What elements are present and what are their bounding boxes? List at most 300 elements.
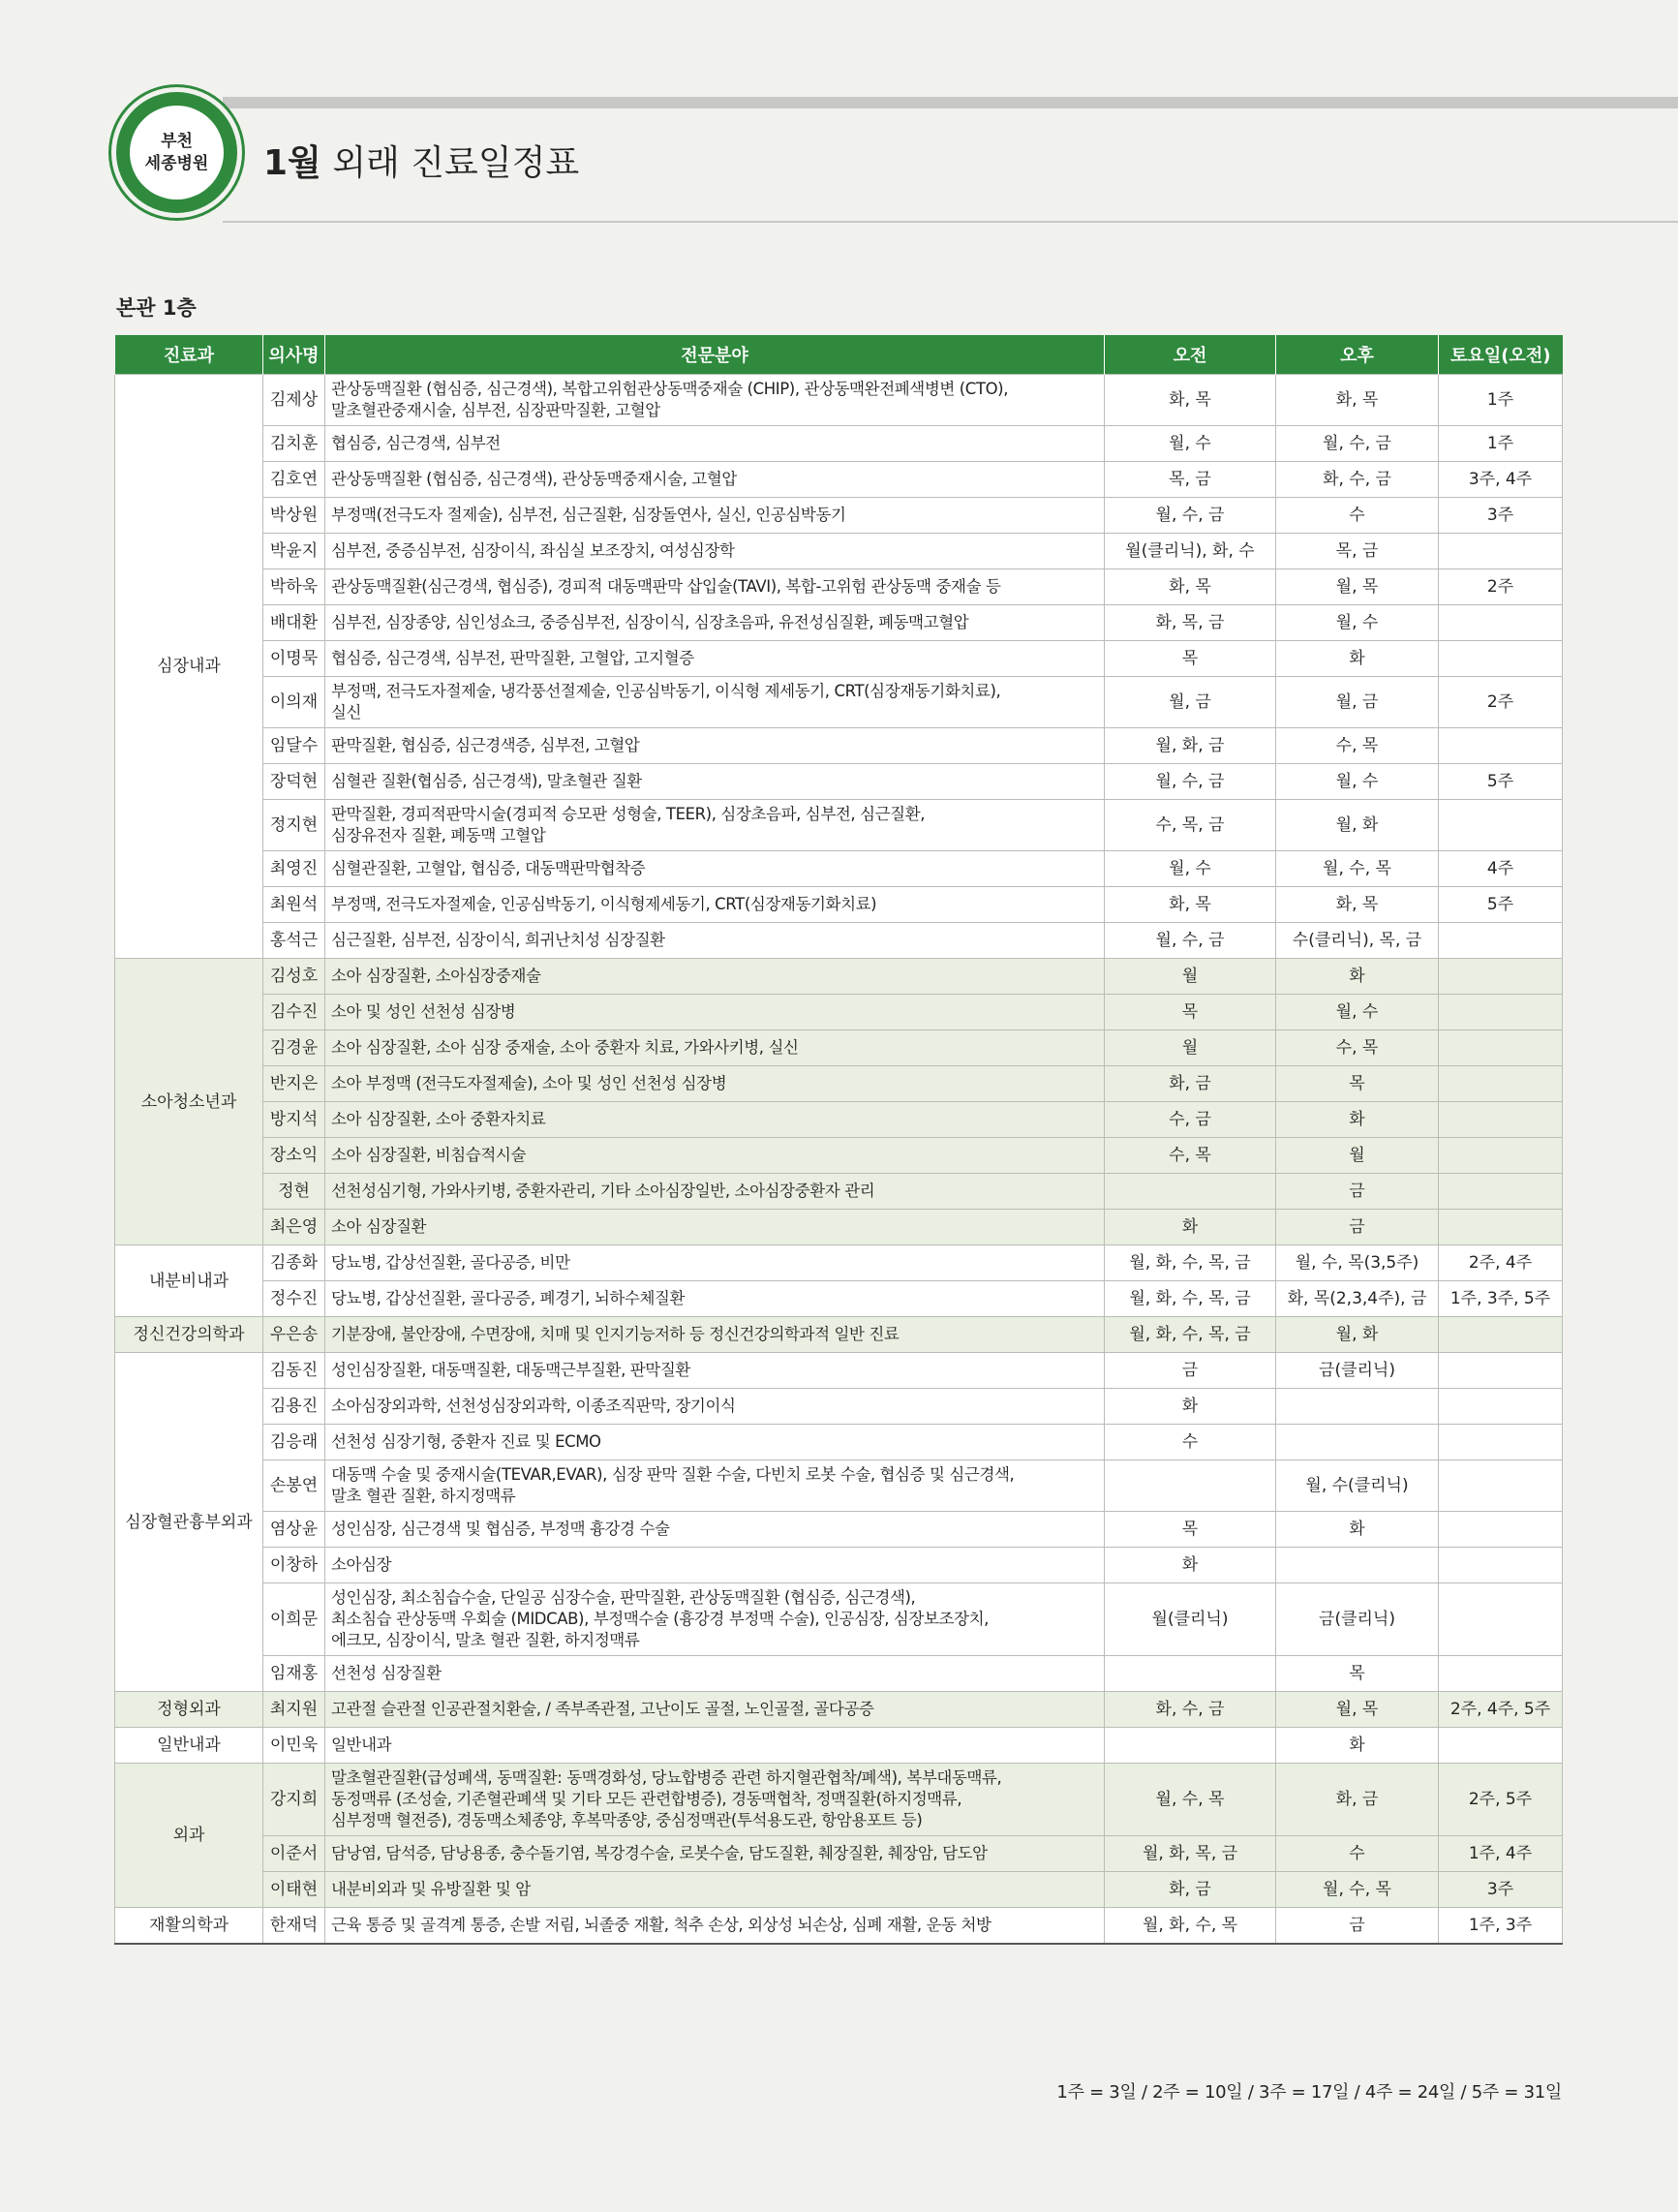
saturday-schedule-cell: 5주 — [1439, 887, 1563, 923]
doctor-name-cell: 박하욱 — [263, 569, 325, 605]
specialty-line: 관상동맥질환 (협심증, 심근경색), 복합고위험관상동맥중재술 (CHIP), 관상동맥완전폐색병변 (CTO), — [331, 380, 1009, 398]
specialty-line: 일반내과 — [331, 1736, 392, 1754]
doctor-name-cell: 김호연 — [263, 462, 325, 498]
specialty-line: 소아심장외과학, 선천성심장외과학, 이종조직판막, 장기이식 — [331, 1397, 736, 1415]
specialty-cell — [325, 923, 1105, 959]
doctor-name-cell: 최원석 — [263, 887, 325, 923]
specialty-cell — [325, 677, 1105, 728]
specialty-cell — [325, 1656, 1105, 1692]
specialty-cell — [325, 1210, 1105, 1245]
specialty-line: 선천성 심장기형, 중환자 진료 및 ECMO — [331, 1432, 601, 1451]
morning-schedule-cell: 화, 목 — [1105, 887, 1276, 923]
afternoon-schedule-cell: 금(클리닉) — [1276, 1583, 1439, 1656]
col-header-doctor: 의사명 — [263, 335, 325, 375]
specialty-line: 심부전, 중증심부전, 심장이식, 좌심실 보조장치, 여성심장학 — [331, 541, 735, 560]
header-divider — [223, 221, 1678, 223]
specialty-line: 심부전, 심장종양, 심인성쇼크, 중증심부전, 심장이식, 심장초음파, 유전성심질환, 폐동맥고혈압 — [331, 613, 969, 631]
morning-schedule-cell: 월, 수, 목 — [1105, 1764, 1276, 1836]
afternoon-schedule-cell: 월, 수, 목 — [1276, 1872, 1439, 1908]
saturday-schedule-cell — [1439, 995, 1563, 1030]
specialty-cell — [325, 851, 1105, 887]
specialty-line: 선천성심기형, 가와사키병, 중환자관리, 기타 소아심장일반, 소아심장중환자 관리 — [331, 1182, 875, 1200]
specialty-cell — [325, 1138, 1105, 1174]
morning-schedule-cell: 월, 화, 수, 목, 금 — [1105, 1281, 1276, 1317]
doctor-name-cell: 염상윤 — [263, 1512, 325, 1548]
morning-schedule-cell — [1105, 1656, 1276, 1692]
section-title: 본관 1층 — [116, 296, 197, 320]
specialty-line: 부정맥, 전극도자절제술, 냉각풍선절제술, 인공심박동기, 이식형 제세동기, CRT(심장재동기화치료), — [331, 682, 1001, 700]
table-row — [115, 1138, 1563, 1174]
saturday-schedule-cell — [1439, 1353, 1563, 1389]
saturday-schedule-cell: 1주 — [1439, 375, 1563, 426]
saturday-schedule-cell — [1439, 1389, 1563, 1425]
afternoon-schedule-cell: 금 — [1276, 1210, 1439, 1245]
table-row — [115, 1425, 1563, 1460]
specialty-line: 소아 심장질환, 소아 심장 중재술, 소아 중환자 치료, 가와사키병, 실신 — [331, 1038, 799, 1057]
afternoon-schedule-cell: 수(클리닉), 목, 금 — [1276, 923, 1439, 959]
afternoon-schedule-cell: 수 — [1276, 498, 1439, 534]
doctor-name-cell: 반지은 — [263, 1066, 325, 1102]
col-header-department: 진료과 — [115, 335, 263, 375]
saturday-schedule-cell — [1439, 800, 1563, 851]
saturday-schedule-cell — [1439, 605, 1563, 641]
afternoon-schedule-cell: 화, 목 — [1276, 375, 1439, 426]
specialty-cell — [325, 462, 1105, 498]
afternoon-schedule-cell: 월, 금 — [1276, 677, 1439, 728]
week-footnote: 1주 = 3일 / 2주 = 10일 / 3주 = 17일 / 4주 = 24일 / 5주 = 31일 — [1056, 2082, 1562, 2103]
saturday-schedule-cell — [1439, 1066, 1563, 1102]
doctor-name-cell: 홍석근 — [263, 923, 325, 959]
specialty-cell — [325, 995, 1105, 1030]
specialty-line: 성인심장질환, 대동맥질환, 대동맥근부질환, 판막질환 — [331, 1361, 690, 1379]
doctor-name-cell: 정현 — [263, 1174, 325, 1210]
afternoon-schedule-cell: 월, 목 — [1276, 569, 1439, 605]
specialty-cell — [325, 1548, 1105, 1583]
hospital-seal-logo — [116, 92, 237, 213]
specialty-cell — [325, 1281, 1105, 1317]
morning-schedule-cell: 화, 수, 금 — [1105, 1692, 1276, 1728]
saturday-schedule-cell: 3주, 4주 — [1439, 462, 1563, 498]
saturday-schedule-cell: 2주 — [1439, 677, 1563, 728]
doctor-name-cell: 우은송 — [263, 1317, 325, 1353]
doctor-name-cell: 김경윤 — [263, 1030, 325, 1066]
specialty-line: 소아 및 성인 선천성 심장병 — [331, 1002, 516, 1021]
doctor-name-cell: 이준서 — [263, 1836, 325, 1872]
table-row — [115, 1174, 1563, 1210]
specialty-line: 심근질환, 심부전, 심장이식, 희귀난치성 심장질환 — [331, 931, 665, 949]
saturday-schedule-cell: 4주 — [1439, 851, 1563, 887]
afternoon-schedule-cell: 금(클리닉) — [1276, 1353, 1439, 1389]
saturday-schedule-cell — [1439, 1210, 1563, 1245]
doctor-name-cell: 정지현 — [263, 800, 325, 851]
table-row — [115, 1583, 1563, 1656]
afternoon-schedule-cell: 목 — [1276, 1066, 1439, 1102]
morning-schedule-cell: 수, 목 — [1105, 1138, 1276, 1174]
afternoon-schedule-cell: 화, 금 — [1276, 1764, 1439, 1836]
header-top-bar — [223, 97, 1678, 108]
saturday-schedule-cell: 3주 — [1439, 498, 1563, 534]
specialty-cell — [325, 1066, 1105, 1102]
table-row — [115, 534, 1563, 569]
specialty-cell — [325, 1692, 1105, 1728]
doctor-name-cell: 장소익 — [263, 1138, 325, 1174]
specialty-line: 부정맥, 전극도자절제술, 인공심박동기, 이식형제세동기, CRT(심장재동기화치료) — [331, 895, 877, 913]
afternoon-schedule-cell: 수, 목 — [1276, 1030, 1439, 1066]
afternoon-schedule-cell — [1276, 1389, 1439, 1425]
morning-schedule-cell: 월, 화, 목, 금 — [1105, 1836, 1276, 1872]
specialty-line: 심혈관질환, 고혈압, 협심증, 대동맥판막협착증 — [331, 859, 646, 877]
table-row — [115, 1066, 1563, 1102]
morning-schedule-cell: 월, 화, 수, 목 — [1105, 1908, 1276, 1944]
page-header — [0, 0, 1678, 232]
table-row — [115, 1908, 1563, 1944]
afternoon-schedule-cell: 월, 수(클리닉) — [1276, 1460, 1439, 1512]
table-row — [115, 1692, 1563, 1728]
morning-schedule-cell — [1105, 1174, 1276, 1210]
afternoon-schedule-cell: 수 — [1276, 1836, 1439, 1872]
specialty-line: 성인심장, 심근경색 및 협심증, 부정맥 흉강경 수술 — [331, 1520, 670, 1538]
seal-line-2: 세종병원 — [144, 153, 209, 173]
specialty-cell — [325, 641, 1105, 677]
specialty-cell — [325, 1245, 1105, 1281]
afternoon-schedule-cell: 화, 수, 금 — [1276, 462, 1439, 498]
col-header-afternoon: 오후 — [1276, 335, 1439, 375]
specialty-line: 동정맥류 (조성술, 기존혈관폐색 및 기타 모든 관련합병증), 경동맥협착, 정맥질환(하지정맥류, — [331, 1790, 962, 1808]
department-cell: 외과 — [115, 1764, 263, 1908]
specialty-cell — [325, 1583, 1105, 1656]
department-cell: 재활의학과 — [115, 1908, 263, 1944]
saturday-schedule-cell — [1439, 1460, 1563, 1512]
table-row — [115, 1102, 1563, 1138]
morning-schedule-cell: 월, 수, 금 — [1105, 923, 1276, 959]
saturday-schedule-cell: 2주, 4주, 5주 — [1439, 1692, 1563, 1728]
table-row — [115, 1317, 1563, 1353]
morning-schedule-cell: 월, 화, 금 — [1105, 728, 1276, 764]
specialty-line: 부정맥(전극도자 절제술), 심부전, 심근질환, 심장돌연사, 실신, 인공심박동기 — [331, 506, 846, 524]
specialty-line: 협심증, 심근경색, 심부전, 판막질환, 고혈압, 고지혈증 — [331, 649, 694, 667]
afternoon-schedule-cell: 목, 금 — [1276, 534, 1439, 569]
doctor-name-cell: 김동진 — [263, 1353, 325, 1389]
specialty-line: 최소침습 관상동맥 우회술 (MIDCAB), 부정맥수술 (흉강경 부정맥 수술), 인공심장, 심장보조장치, — [331, 1610, 989, 1628]
specialty-cell — [325, 375, 1105, 426]
morning-schedule-cell: 목 — [1105, 1512, 1276, 1548]
saturday-schedule-cell — [1439, 1138, 1563, 1174]
table-row — [115, 887, 1563, 923]
specialty-cell — [325, 1030, 1105, 1066]
saturday-schedule-cell — [1439, 923, 1563, 959]
table-row — [115, 800, 1563, 851]
morning-schedule-cell: 화, 목 — [1105, 375, 1276, 426]
department-cell: 소아청소년과 — [115, 959, 263, 1245]
specialty-cell — [325, 569, 1105, 605]
doctor-name-cell: 김치훈 — [263, 426, 325, 462]
col-header-saturday: 토요일(오전) — [1439, 335, 1563, 375]
table-row — [115, 1245, 1563, 1281]
afternoon-schedule-cell: 수, 목 — [1276, 728, 1439, 764]
table-row — [115, 1512, 1563, 1548]
doctor-name-cell: 손봉연 — [263, 1460, 325, 1512]
table-row — [115, 1728, 1563, 1764]
specialty-cell — [325, 959, 1105, 995]
table-row — [115, 1548, 1563, 1583]
doctor-name-cell: 이창하 — [263, 1548, 325, 1583]
afternoon-schedule-cell: 화 — [1276, 1512, 1439, 1548]
afternoon-schedule-cell: 화 — [1276, 641, 1439, 677]
specialty-cell — [325, 1764, 1105, 1836]
afternoon-schedule-cell: 월 — [1276, 1138, 1439, 1174]
doctor-name-cell: 최은영 — [263, 1210, 325, 1245]
department-cell: 정신건강의학과 — [115, 1317, 263, 1353]
schedule-body — [115, 375, 1563, 1944]
specialty-cell — [325, 498, 1105, 534]
table-row — [115, 764, 1563, 800]
afternoon-schedule-cell: 월, 화 — [1276, 800, 1439, 851]
specialty-line: 성인심장, 최소침습수술, 단일공 심장수술, 판막질환, 관상동맥질환 (협심증, 심근경색), — [331, 1588, 916, 1607]
saturday-schedule-cell: 2주, 5주 — [1439, 1764, 1563, 1836]
specialty-line: 소아심장 — [331, 1555, 392, 1574]
specialty-cell — [325, 800, 1105, 851]
table-row — [115, 1281, 1563, 1317]
doctor-name-cell: 이희문 — [263, 1583, 325, 1656]
doctor-name-cell: 이명묵 — [263, 641, 325, 677]
morning-schedule-cell: 월, 수, 금 — [1105, 498, 1276, 534]
table-row — [115, 605, 1563, 641]
specialty-cell — [325, 1174, 1105, 1210]
table-row — [115, 1030, 1563, 1066]
morning-schedule-cell: 화 — [1105, 1210, 1276, 1245]
table-row — [115, 677, 1563, 728]
doctor-name-cell: 이의재 — [263, 677, 325, 728]
saturday-schedule-cell: 5주 — [1439, 764, 1563, 800]
specialty-cell — [325, 426, 1105, 462]
specialty-line: 실신 — [331, 703, 362, 722]
specialty-cell — [325, 1728, 1105, 1764]
table-row — [115, 1764, 1563, 1836]
afternoon-schedule-cell: 화, 목 — [1276, 887, 1439, 923]
specialty-cell — [325, 1460, 1105, 1512]
saturday-schedule-cell — [1439, 1174, 1563, 1210]
afternoon-schedule-cell: 월, 수, 금 — [1276, 426, 1439, 462]
doctor-name-cell: 정수진 — [263, 1281, 325, 1317]
table-row — [115, 1389, 1563, 1425]
morning-schedule-cell: 월, 수, 금 — [1105, 764, 1276, 800]
specialty-line: 관상동맥질환(심근경색, 협심증), 경피적 대동맥판막 삽입술(TAVI), 복합-고위험 관상동맥 중재술 등 — [331, 577, 1001, 596]
doctor-name-cell: 박윤지 — [263, 534, 325, 569]
morning-schedule-cell: 화, 목, 금 — [1105, 605, 1276, 641]
doctor-name-cell: 이민욱 — [263, 1728, 325, 1764]
afternoon-schedule-cell: 금 — [1276, 1174, 1439, 1210]
doctor-name-cell: 김성호 — [263, 959, 325, 995]
table-row — [115, 375, 1563, 426]
specialty-line: 당뇨병, 갑상선질환, 골다공증, 폐경기, 뇌하수체질환 — [331, 1289, 686, 1307]
saturday-schedule-cell — [1439, 1548, 1563, 1583]
specialty-cell — [325, 1908, 1105, 1944]
morning-schedule-cell: 수, 금 — [1105, 1102, 1276, 1138]
afternoon-schedule-cell: 화 — [1276, 1728, 1439, 1764]
specialty-line: 판막질환, 협심증, 심근경색증, 심부전, 고혈압 — [331, 736, 640, 754]
table-row — [115, 995, 1563, 1030]
morning-schedule-cell: 월 — [1105, 959, 1276, 995]
page-title — [263, 136, 579, 185]
specialty-line: 에크모, 심장이식, 말초 혈관 질환, 하지정맥류 — [331, 1631, 640, 1649]
specialty-line: 기분장애, 불안장애, 수면장애, 치매 및 인지기능저하 등 정신건강의학과적 일반 진료 — [331, 1325, 900, 1343]
specialty-line: 소아 심장질환, 소아 중환자치료 — [331, 1110, 546, 1128]
morning-schedule-cell: 월, 수 — [1105, 851, 1276, 887]
morning-schedule-cell: 수 — [1105, 1425, 1276, 1460]
doctor-name-cell: 임재홍 — [263, 1656, 325, 1692]
department-cell: 심장내과 — [115, 375, 263, 959]
morning-schedule-cell: 화, 금 — [1105, 1066, 1276, 1102]
morning-schedule-cell: 목 — [1105, 995, 1276, 1030]
table-row — [115, 1353, 1563, 1389]
morning-schedule-cell: 월(클리닉), 화, 수 — [1105, 534, 1276, 569]
department-cell: 심장혈관흉부외과 — [115, 1353, 263, 1692]
table-row — [115, 1210, 1563, 1245]
specialty-cell — [325, 1353, 1105, 1389]
morning-schedule-cell — [1105, 1460, 1276, 1512]
department-cell: 내분비내과 — [115, 1245, 263, 1317]
saturday-schedule-cell: 1주, 4주 — [1439, 1836, 1563, 1872]
saturday-schedule-cell — [1439, 1317, 1563, 1353]
morning-schedule-cell: 월(클리닉) — [1105, 1583, 1276, 1656]
specialty-line: 대동맥 수술 및 중재시술(TEVAR,EVAR), 심장 판막 질환 수술, 다빈치 로봇 수술, 협심증 및 심근경색, — [331, 1465, 1015, 1484]
doctor-name-cell: 방지석 — [263, 1102, 325, 1138]
title-text: 외래 진료일정표 — [332, 143, 580, 183]
title-month: 1월 — [263, 143, 321, 183]
specialty-cell — [325, 1512, 1105, 1548]
afternoon-schedule-cell: 금 — [1276, 1908, 1439, 1944]
saturday-schedule-cell — [1439, 728, 1563, 764]
table-row — [115, 426, 1563, 462]
saturday-schedule-cell — [1439, 1030, 1563, 1066]
department-cell: 일반내과 — [115, 1728, 263, 1764]
specialty-line: 심혈관 질환(협심증, 심근경색), 말초혈관 질환 — [331, 772, 642, 790]
saturday-schedule-cell — [1439, 1728, 1563, 1764]
specialty-line: 내분비외과 및 유방질환 및 암 — [331, 1880, 531, 1898]
saturday-schedule-cell: 2주, 4주 — [1439, 1245, 1563, 1281]
saturday-schedule-cell: 1주, 3주, 5주 — [1439, 1281, 1563, 1317]
doctor-name-cell: 박상원 — [263, 498, 325, 534]
specialty-cell — [325, 1872, 1105, 1908]
specialty-line: 근육 통증 및 골격계 통증, 손발 저림, 뇌졸중 재활, 척추 손상, 외상성 뇌손상, 심폐 재활, 운동 처방 — [331, 1915, 992, 1934]
morning-schedule-cell: 월, 화, 수, 목, 금 — [1105, 1317, 1276, 1353]
table-row — [115, 1836, 1563, 1872]
doctor-name-cell: 임달수 — [263, 728, 325, 764]
morning-schedule-cell: 수, 목, 금 — [1105, 800, 1276, 851]
saturday-schedule-cell — [1439, 1512, 1563, 1548]
specialty-line: 소아 심장질환 — [331, 1217, 427, 1236]
specialty-cell — [325, 728, 1105, 764]
specialty-line: 선천성 심장질환 — [331, 1664, 442, 1682]
afternoon-schedule-cell: 월, 수 — [1276, 764, 1439, 800]
schedule-table — [114, 335, 1563, 1945]
specialty-cell — [325, 887, 1105, 923]
specialty-cell — [325, 1836, 1105, 1872]
specialty-cell — [325, 1102, 1105, 1138]
afternoon-schedule-cell: 월, 수 — [1276, 995, 1439, 1030]
doctor-name-cell: 배대환 — [263, 605, 325, 641]
specialty-line: 말초혈관질환(급성폐색, 동맥질환: 동맥경화성, 당뇨합병증 관련 하지혈관협착/폐색), 복부대동맥류, — [331, 1768, 1002, 1787]
seal-line-1: 부천 — [161, 131, 193, 151]
table-row — [115, 1872, 1563, 1908]
col-header-specialty: 전문분야 — [325, 335, 1105, 375]
saturday-schedule-cell — [1439, 959, 1563, 995]
doctor-name-cell: 김수진 — [263, 995, 325, 1030]
department-cell: 정형외과 — [115, 1692, 263, 1728]
specialty-cell — [325, 764, 1105, 800]
afternoon-schedule-cell: 화 — [1276, 959, 1439, 995]
specialty-line: 심부정맥 혈전증), 경동맥소체종양, 후복막종양, 중심정맥관(투석용도관, 항암용포트 등) — [331, 1811, 923, 1829]
hospital-seal-text — [130, 106, 224, 200]
doctor-name-cell: 김용진 — [263, 1389, 325, 1425]
morning-schedule-cell: 목, 금 — [1105, 462, 1276, 498]
saturday-schedule-cell — [1439, 1425, 1563, 1460]
saturday-schedule-cell: 1주, 3주 — [1439, 1908, 1563, 1944]
saturday-schedule-cell: 1주 — [1439, 426, 1563, 462]
morning-schedule-cell: 화, 목 — [1105, 569, 1276, 605]
table-row — [115, 1460, 1563, 1512]
table-row — [115, 1656, 1563, 1692]
doctor-name-cell: 강지희 — [263, 1764, 325, 1836]
table-row — [115, 728, 1563, 764]
table-row — [115, 462, 1563, 498]
col-header-morning: 오전 — [1105, 335, 1276, 375]
saturday-schedule-cell — [1439, 641, 1563, 677]
afternoon-schedule-cell: 월, 목 — [1276, 1692, 1439, 1728]
doctor-name-cell: 한재덕 — [263, 1908, 325, 1944]
doctor-name-cell: 김종화 — [263, 1245, 325, 1281]
table-header-row — [115, 335, 1563, 375]
morning-schedule-cell: 화 — [1105, 1389, 1276, 1425]
doctor-name-cell: 이태현 — [263, 1872, 325, 1908]
morning-schedule-cell: 월, 수 — [1105, 426, 1276, 462]
specialty-cell — [325, 1317, 1105, 1353]
doctor-name-cell: 최영진 — [263, 851, 325, 887]
specialty-cell — [325, 534, 1105, 569]
table-row — [115, 851, 1563, 887]
afternoon-schedule-cell: 화, 목(2,3,4주), 금 — [1276, 1281, 1439, 1317]
saturday-schedule-cell — [1439, 1583, 1563, 1656]
saturday-schedule-cell — [1439, 1656, 1563, 1692]
doctor-name-cell: 최지원 — [263, 1692, 325, 1728]
afternoon-schedule-cell: 월, 화 — [1276, 1317, 1439, 1353]
saturday-schedule-cell: 2주 — [1439, 569, 1563, 605]
specialty-cell — [325, 1389, 1105, 1425]
saturday-schedule-cell: 3주 — [1439, 1872, 1563, 1908]
table-row — [115, 569, 1563, 605]
afternoon-schedule-cell: 화 — [1276, 1102, 1439, 1138]
afternoon-schedule-cell: 월, 수 — [1276, 605, 1439, 641]
table-row — [115, 498, 1563, 534]
specialty-line: 말초혈관중재시술, 심부전, 심장판막질환, 고혈압 — [331, 401, 660, 419]
specialty-line: 소아 심장질환, 비침습적시술 — [331, 1146, 527, 1164]
morning-schedule-cell: 화, 금 — [1105, 1872, 1276, 1908]
saturday-schedule-cell — [1439, 1102, 1563, 1138]
specialty-line: 관상동맥질환 (협심증, 심근경색), 관상동맥중재시술, 고혈압 — [331, 470, 737, 488]
morning-schedule-cell: 월 — [1105, 1030, 1276, 1066]
specialty-line: 소아 심장질환, 소아심장중재술 — [331, 967, 541, 985]
table-row — [115, 641, 1563, 677]
specialty-line: 심장유전자 질환, 폐동맥 고혈압 — [331, 826, 546, 845]
doctor-name-cell: 김제상 — [263, 375, 325, 426]
morning-schedule-cell: 금 — [1105, 1353, 1276, 1389]
specialty-line: 소아 부정맥 (전극도자절제술), 소아 및 성인 선천성 심장병 — [331, 1074, 727, 1092]
afternoon-schedule-cell: 목 — [1276, 1656, 1439, 1692]
specialty-line: 협심증, 심근경색, 심부전 — [331, 434, 501, 452]
table-row — [115, 959, 1563, 995]
saturday-schedule-cell — [1439, 534, 1563, 569]
specialty-line: 당뇨병, 갑상선질환, 골다공증, 비만 — [331, 1253, 570, 1272]
